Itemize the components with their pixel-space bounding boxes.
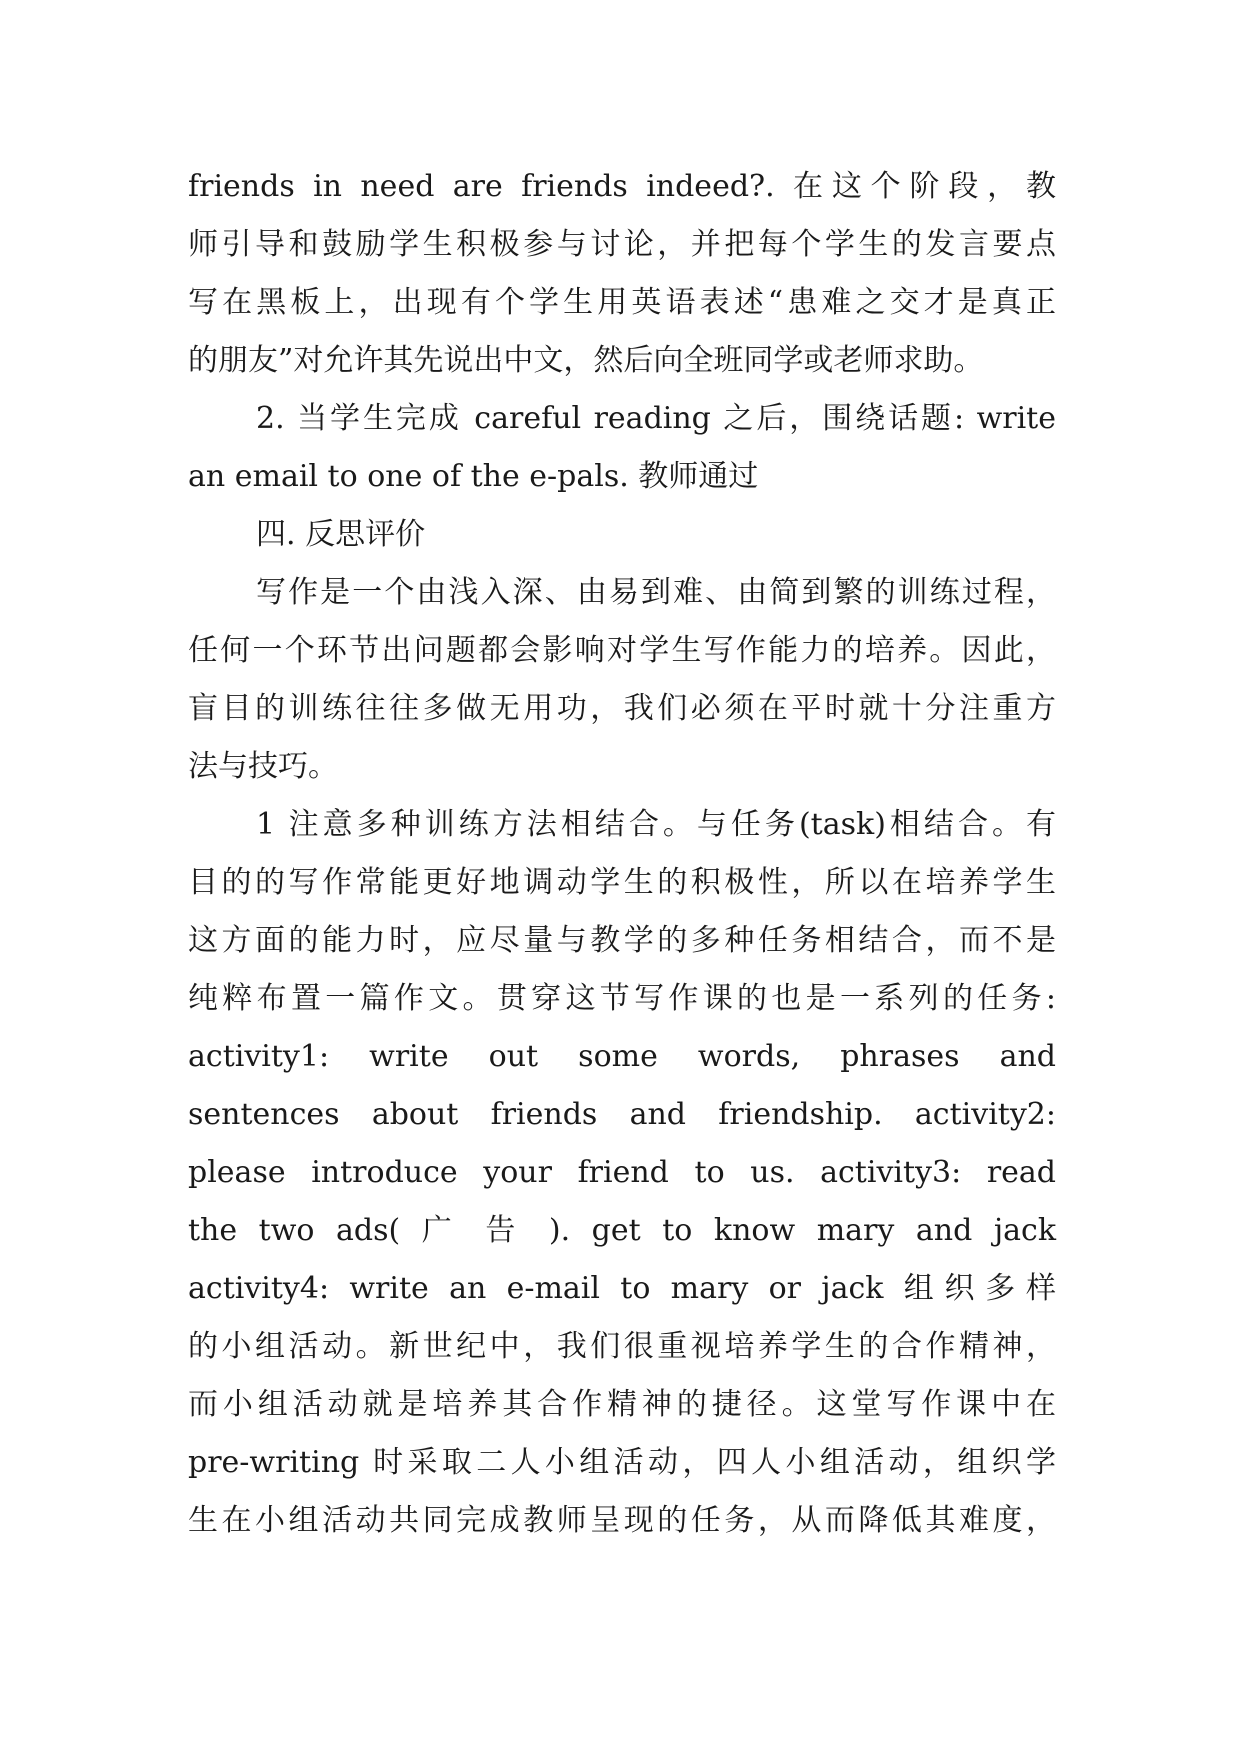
text-line: 这方面的能力时，应尽量与教学的多种任务相结合，而不是 — [188, 923, 1056, 958]
text-line: 生在小组活动共同完成教师呈现的任务，从而降低其难度， — [188, 1503, 1056, 1538]
text-line: 师引导和鼓励学生积极参与讨论，并把每个学生的发言要点 — [188, 227, 1056, 262]
text-line: activity1: write out some words, phrases and — [188, 1039, 1056, 1074]
text-line: 任何一个环节出问题都会影响对学生写作能力的培养。因此， — [188, 633, 1056, 668]
text-line: 盲目的训练往往多做无用功，我们必须在平时就十分注重方 — [188, 691, 1056, 726]
text-line: 1 注意多种训练方法相结合。与任务(task)相结合。有 — [256, 807, 1056, 842]
text-line: 目的的写作常能更好地调动学生的积极性，所以在培养学生 — [188, 865, 1056, 900]
text-line: 写在黑板上，出现有个学生用英语表述“患难之交才是真正 — [188, 285, 1056, 320]
body-text — [188, 158, 1056, 1550]
text-line: 法与技巧。 — [188, 749, 338, 784]
text-line: 的小组活动。新世纪中，我们很重视培养学生的合作精神， — [188, 1329, 1056, 1364]
text-line: friends in need are friends indeed?. 在这个阶段，教 — [188, 169, 1056, 204]
text-line: an email to one of the e-pals. 教师通过 — [188, 459, 759, 494]
text-line: activity4: write an e-mail to mary or jack 组织多样 — [188, 1271, 1056, 1306]
text-line: 写作是一个由浅入深、由易到难、由简到繁的训练过程， — [256, 575, 1056, 610]
text-line: 纯粹布置一篇作文。贯穿这节写作课的也是一系列的任务: — [188, 981, 1056, 1016]
text-line: please introduce your friend to us. activity3: read — [188, 1155, 1056, 1190]
text-line: pre-writing 时采取二人小组活动，四人小组活动，组织学 — [188, 1445, 1056, 1480]
text-line: 2. 当学生完成 careful reading 之后，围绕话题: write — [256, 401, 1056, 436]
text-line: 四. 反思评价 — [256, 517, 426, 552]
text-line: sentences about friends and friendship. activity2: — [188, 1097, 1056, 1132]
text-line: 而小组活动就是培养其合作精神的捷径。这堂写作课中在 — [188, 1387, 1056, 1422]
text-line: 的朋友”对允许其先说出中文，然后向全班同学或老师求助。 — [188, 343, 984, 378]
text-line: the two ads( 广 告 ). get to know mary and jack — [188, 1213, 1056, 1248]
